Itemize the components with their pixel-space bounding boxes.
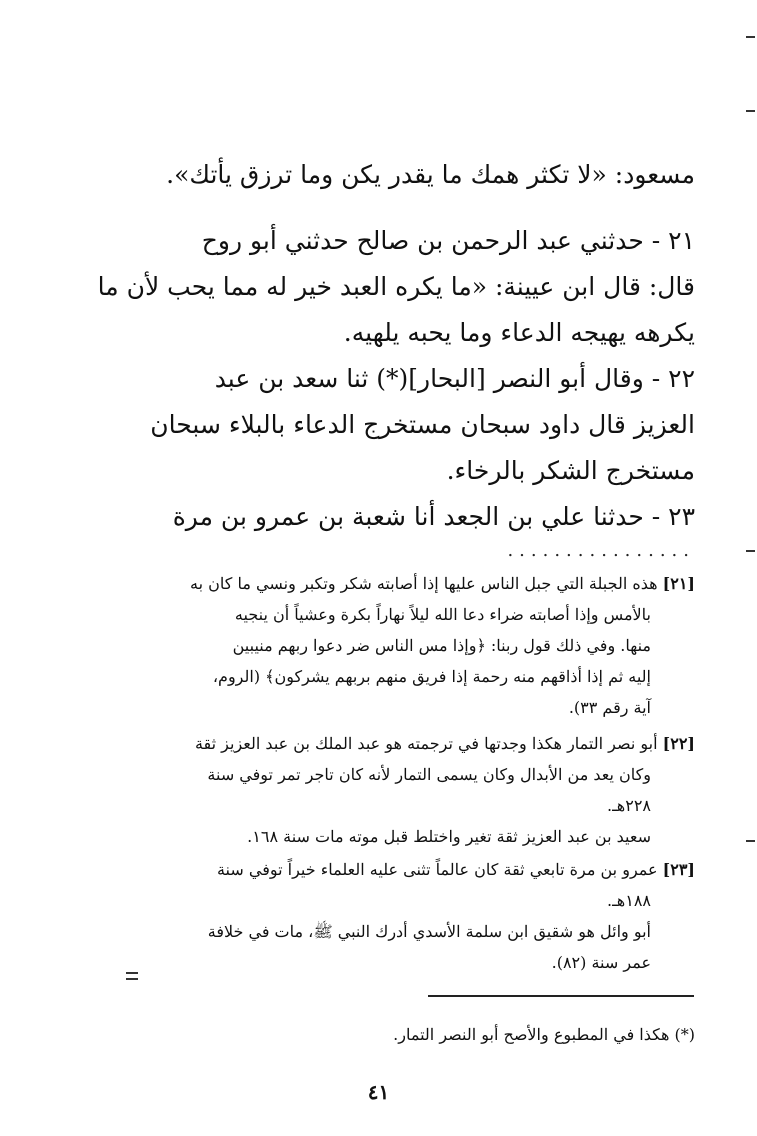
note-line: منها. وفي ذلك قول ربنا: ﴿وإذا مس الناس ضر دعوا ربهم منيبين [232, 636, 651, 655]
scan-edge-mark [746, 110, 755, 112]
footnote: (*) هكذا في المطبوع والأصح أبو النصر التمار. [393, 1025, 695, 1044]
continuation-dots: ................ [507, 540, 695, 561]
note-ref: [٢٣] [662, 860, 695, 879]
note-line: عمر سنة (٨٢). [551, 953, 651, 972]
main-line: ٢٢ - وقال أبو النصر [البحار](*) ثنا سعد بن عبد [214, 364, 695, 393]
note-ref: [٢١] [662, 574, 695, 593]
paragraph-21 [97, 218, 695, 356]
main-line: ٢١ - حدثني عبد الرحمن بن صالح حدثني أبو روح [201, 226, 695, 255]
note-text: أبو نصر التمار هكذا وجدتها في ترجمته هو عبد الملك بن عبد العزيز ثقة [194, 734, 658, 753]
note-line: سعيد بن عبد العزيز ثقة تغير واختلط قبل موته مات سنة ١٦٨. [247, 827, 651, 846]
paragraph-masud [150, 152, 695, 198]
page-number: ٤١ [367, 1080, 390, 1104]
note-line [140, 728, 695, 759]
main-line: يكرهه يهيجه الدعاء وما يحبه يلهيه. [343, 318, 695, 347]
main-line: مستخرج الشكر بالرخاء. [446, 456, 695, 485]
paragraph-22 [150, 356, 695, 494]
note-ref: [٢٢] [662, 734, 695, 753]
main-line: مسعود: «لا تكثر همك ما يقدر يكن وما ترزق يأتك». [166, 160, 695, 189]
note-line: وكان يعد من الأبدال وكان يسمى التمار لأنه كان تاجر تمر توفي سنة [207, 765, 651, 784]
note-text: عمرو بن مرة تابعي ثقة كان عالماً تثنى عليه العلماء خيراً توفي سنة [216, 860, 658, 879]
scan-edge-mark [126, 972, 138, 974]
note-23 [140, 854, 695, 978]
note-21 [140, 568, 695, 723]
note-line: ٢٢٨هـ. [607, 796, 651, 815]
scan-edge-mark [746, 840, 755, 842]
note-line: آية رقم ٣٣). [568, 698, 651, 717]
footnote-separator [428, 995, 694, 997]
main-line: قال: قال ابن عيينة: «ما يكره العبد خير له مما يحب لأن ما [97, 272, 695, 301]
main-line: العزيز قال داود سبحان مستخرج الدعاء بالبلاء سبحان [150, 410, 695, 439]
note-line [140, 568, 695, 599]
scan-edge-mark [126, 978, 138, 980]
main-line: ٢٣ - حدثنا علي بن الجعد أنا شعبة بن عمرو بن مرة [172, 502, 695, 531]
note-line: إليه ثم إذا أذاقهم منه رحمة إذا فريق منهم بربهم يشركون﴾ (الروم، [212, 667, 651, 686]
note-22 [140, 728, 695, 852]
note-line [140, 854, 695, 885]
note-line: بالأمس وإذا أصابته ضراء دعا الله ليلاً نهاراً بكرة وعشياً أن ينجيه [234, 605, 651, 624]
paragraph-23 [150, 494, 695, 540]
scan-edge-mark [746, 550, 755, 552]
note-line: ١٨٨هـ. [607, 891, 651, 910]
note-line: أبو وائل هو شقيق ابن سلمة الأسدي أدرك النبي ﷺ، مات في خلافة [207, 922, 651, 941]
scan-edge-mark [746, 36, 755, 38]
note-text: هذه الجبلة التي جبل الناس عليها إذا أصابته شكر وتكبر ونسي ما كان به [190, 574, 658, 593]
